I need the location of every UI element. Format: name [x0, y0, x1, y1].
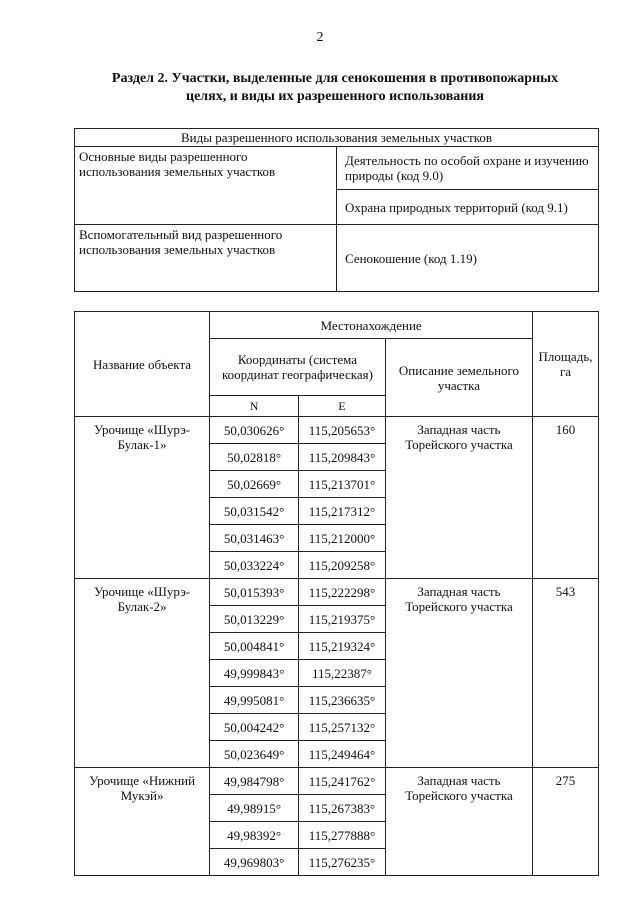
area-cell: 160 [533, 417, 599, 579]
latitude-cell: 49,999843° [210, 660, 299, 687]
longitude-cell: 115,241762° [299, 768, 386, 795]
section-heading [90, 70, 580, 106]
latitude-cell: 49,984798° [210, 768, 299, 795]
section-heading-line-2: целях, и виды их разрешенного использования [186, 89, 484, 104]
longitude-cell: 115,22387° [299, 660, 386, 687]
permitted-use-table [74, 128, 599, 292]
longitude-cell: 115,236635° [299, 687, 386, 714]
longitude-cell: 115,217312° [299, 498, 386, 525]
latitude-cell: 50,030626° [210, 417, 299, 444]
longitude-cell: 115,212000° [299, 525, 386, 552]
latitude-cell: 49,98915° [210, 795, 299, 822]
latitude-cell: 50,02669° [210, 471, 299, 498]
longitude-cell: 115,219324° [299, 633, 386, 660]
location-table [74, 311, 599, 876]
permitted-use-header-row [75, 129, 599, 147]
object-name-cell: Урочище «Нижний Мукэй» [75, 768, 210, 876]
description-cell: Западная часть Торейского участка [385, 579, 532, 768]
latitude-cell: 50,015393° [210, 579, 299, 606]
object-name-cell: Урочище «Шурэ-Булак-2» [75, 579, 210, 768]
latitude-cell: 49,969803° [210, 849, 299, 876]
object-name-cell: Урочище «Шурэ-Булак-1» [75, 417, 210, 579]
longitude-e-header: E [299, 396, 386, 417]
longitude-cell: 115,277888° [299, 822, 386, 849]
page-number: 2 [316, 30, 324, 45]
permitted-use-header: Виды разрешенного использования земельных участков [75, 129, 599, 147]
area-cell: 543 [533, 579, 599, 768]
main-use-value: Деятельность по особой охране и изучению природы (код 9.0) [337, 147, 599, 190]
auxiliary-use-row [75, 225, 599, 292]
location-header: Местонахождение [210, 312, 533, 339]
location-header-row [75, 312, 599, 339]
table-row [75, 417, 599, 444]
main-use-row [75, 147, 599, 190]
area-header: Площадь, га [533, 312, 599, 417]
longitude-cell: 115,222298° [299, 579, 386, 606]
longitude-cell: 115,249464° [299, 741, 386, 768]
main-use-value: Охрана природных территорий (код 9.1) [337, 190, 599, 225]
longitude-cell: 115,209258° [299, 552, 386, 579]
latitude-cell: 50,004841° [210, 633, 299, 660]
latitude-cell: 50,033224° [210, 552, 299, 579]
longitude-cell: 115,205653° [299, 417, 386, 444]
latitude-cell: 50,02818° [210, 444, 299, 471]
coordinates-header: Координаты (система координат географическая) [210, 339, 386, 396]
auxiliary-use-value: Сенокошение (код 1.19) [337, 225, 599, 292]
latitude-cell: 50,031542° [210, 498, 299, 525]
object-name-header: Название объекта [75, 312, 210, 417]
latitude-cell: 49,995081° [210, 687, 299, 714]
latitude-cell: 50,004242° [210, 714, 299, 741]
longitude-cell: 115,213701° [299, 471, 386, 498]
latitude-cell: 49,98392° [210, 822, 299, 849]
latitude-cell: 50,031463° [210, 525, 299, 552]
longitude-cell: 115,209843° [299, 444, 386, 471]
longitude-cell: 115,267383° [299, 795, 386, 822]
latitude-cell: 50,013229° [210, 606, 299, 633]
main-use-label: Основные виды разрешенного использования земельных участков [75, 147, 337, 225]
longitude-cell: 115,276235° [299, 849, 386, 876]
table-row [75, 768, 599, 795]
description-cell: Западная часть Торейского участка [385, 417, 532, 579]
description-header: Описание земельного участка [385, 339, 532, 417]
longitude-cell: 115,219375° [299, 606, 386, 633]
area-cell: 275 [533, 768, 599, 876]
section-heading-line-1: Раздел 2. Участки, выделенные для сенокошения в противопожарных [111, 71, 559, 86]
longitude-cell: 115,257132° [299, 714, 386, 741]
table-row [75, 579, 599, 606]
auxiliary-use-label: Вспомогательный вид разрешенного использования земельных участков [75, 225, 337, 292]
latitude-n-header: N [210, 396, 299, 417]
latitude-cell: 50,023649° [210, 741, 299, 768]
description-cell: Западная часть Торейского участка [385, 768, 532, 876]
